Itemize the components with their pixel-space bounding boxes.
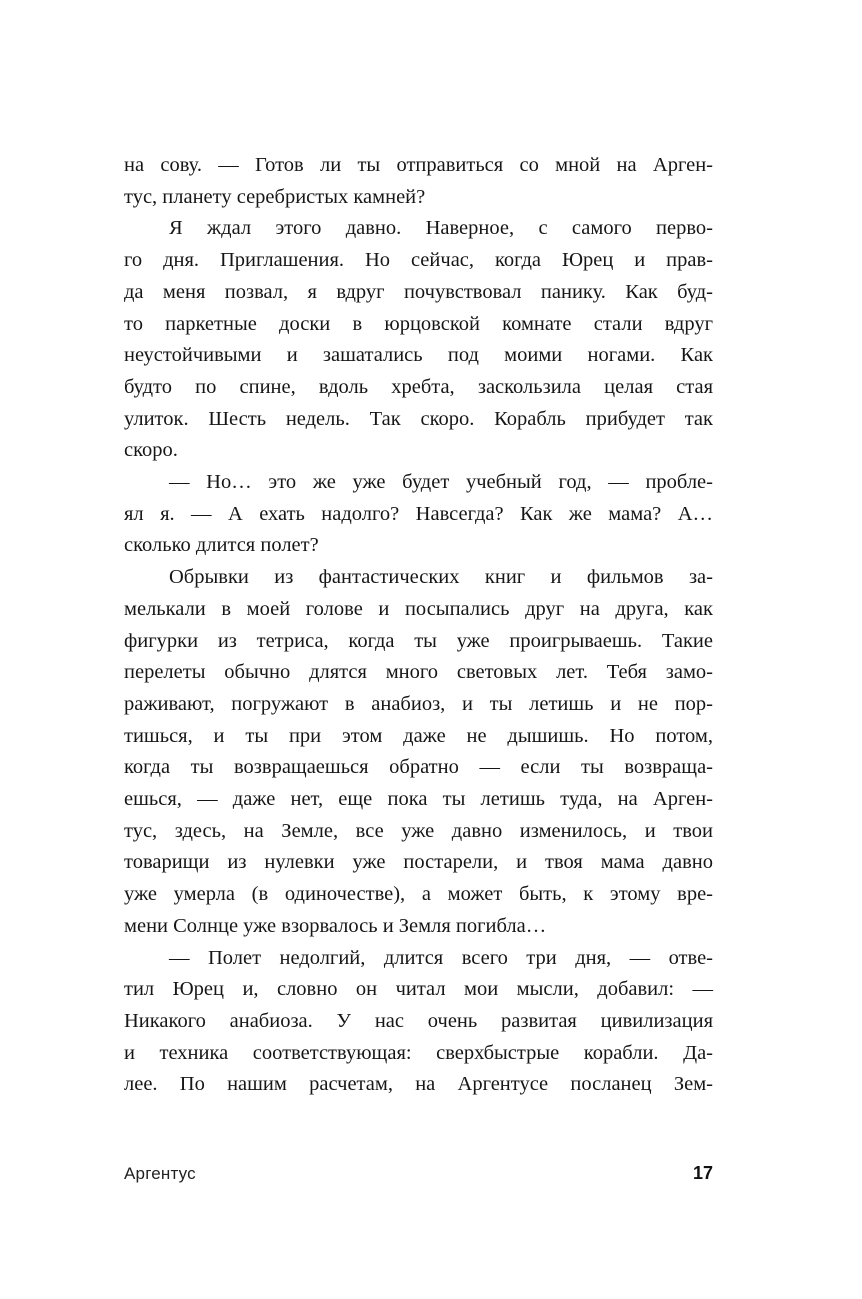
text-line: — Но… это же уже будет учебный год, — пробле- <box>169 471 713 494</box>
text-line: ял я. — А ехать надолго? Навсегда? Как же мама? А… <box>124 502 713 525</box>
text-line: мени Солнце уже взорвалось и Земля погибла… <box>124 914 547 937</box>
text-line: Обрывки из фантастических книг и фильмов за- <box>169 566 713 589</box>
text-line: перелеты обычно длятся много световых лет. Тебя замо- <box>124 661 713 684</box>
text-line: мелькали в моей голове и посыпались друг на друга, как <box>124 597 713 620</box>
text-line: уже умерла (в одиночестве), а может быть, к этому вре- <box>124 883 713 906</box>
paragraph <box>124 562 713 942</box>
text-line: неустойчивыми и зашатались под моими ногами. Как <box>124 344 713 367</box>
text-line: сколько длится полет? <box>124 534 319 557</box>
text-line: и техника соответствующая: сверхбыстрые корабли. Да- <box>124 1041 713 1064</box>
text-line: тус, планету серебристых камней? <box>124 185 426 208</box>
text-line: тус, здесь, на Земле, все уже давно изменилось, и твои <box>124 819 713 842</box>
text-line: товарищи из нулевки уже постарели, и твоя мама давно <box>124 851 713 874</box>
text-line: ешься, — даже нет, еще пока ты летишь туда, на Арген- <box>124 788 713 811</box>
text-line: то паркетные доски в юрцовской комнате стали вдруг <box>124 312 713 335</box>
text-line: Я ждал этого давно. Наверное, с самого перво- <box>169 217 713 240</box>
text-line: Никакого анабиоза. У нас очень развитая цивилизация <box>124 1009 713 1032</box>
paragraph <box>124 150 713 213</box>
text-line: скоро. <box>124 439 178 462</box>
text-line: фигурки из тетриса, когда ты уже проигрываешь. Такие <box>124 629 713 652</box>
text-line: на сову. — Готов ли ты отправиться со мной на Арген- <box>124 154 713 176</box>
paragraph <box>124 213 713 467</box>
text-line: — Полет недолгий, длится всего три дня, — отве- <box>169 946 713 969</box>
text-line: раживают, погружают в анабиоз, и ты летишь и не пор- <box>124 692 713 715</box>
page-number: 17 <box>692 1163 713 1183</box>
text-line: го дня. Приглашения. Но сейчас, когда Юрец и прав- <box>124 249 713 272</box>
text-block <box>124 150 713 1101</box>
text-line: тишься, и ты при этом даже не дышишь. Но потом, <box>124 724 713 747</box>
text-line: тил Юрец и, словно он читал мои мысли, добавил: — <box>124 978 713 1001</box>
paragraph <box>124 467 713 562</box>
footer <box>124 1163 713 1184</box>
text-line: когда ты возвращаешься обратно — если ты возвраща- <box>124 756 713 779</box>
footer-book-title: Аргентус <box>124 1164 196 1183</box>
text-line: будто по спине, вдоль хребта, заскользила целая стая <box>124 375 713 398</box>
paragraph <box>124 943 713 1102</box>
text-line: лее. По нашим расчетам, на Аргентусе посланец Зем- <box>124 1073 713 1096</box>
text-line: да меня позвал, я вдруг почувствовал панику. Как буд- <box>124 280 713 303</box>
text-line: улиток. Шесть недель. Так скоро. Корабль прибудет так <box>124 407 713 430</box>
